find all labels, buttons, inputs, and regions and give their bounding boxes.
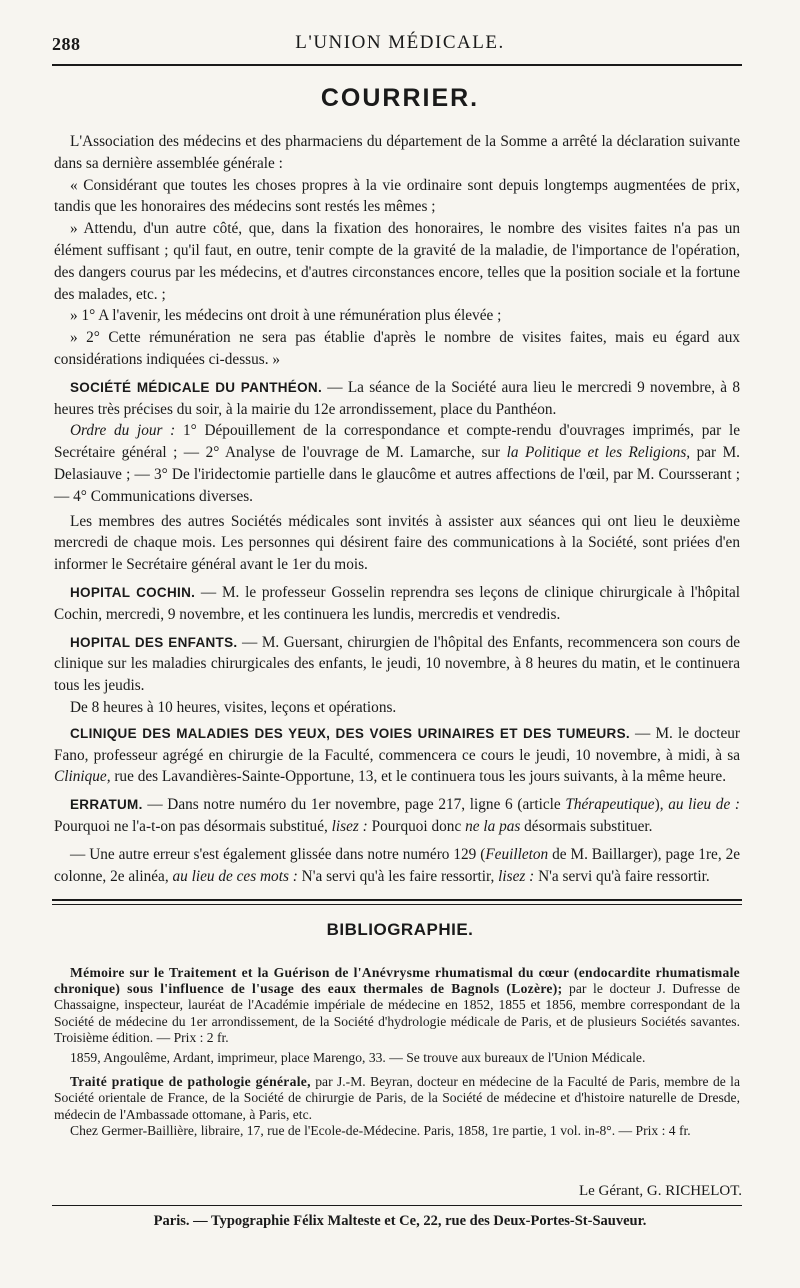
association-p2: » Attendu, d'un autre côté, que, dans la fixation des honoraires, le nombre des visites faites n'a pas un élément suffisant ; qu'il faut, en outre, tenir compte de la gravité de la maladie, de l'importance de l'opération, des dangers courus par les médecins, et d'autres circonstances encore, telles que la position sociale et la fortune des malades, etc. ; [54, 220, 740, 303]
clinique-italic: Clinique, [54, 768, 111, 786]
header-rule [52, 64, 742, 66]
association-intro: L'Association des médecins et des pharmaciens du département de la Somme a arrêté la déclaration suivante dans sa dernière assemblée générale : [54, 133, 740, 172]
clinique-text-1: — M. le docteur Fano, professeur agrégé en chirurgie de la Faculté, commencera ce cours le jeudi, 10 novembre, à midi, à sa [54, 724, 740, 764]
bib-entry-2-text: par J.-M. Beyran, docteur en médecine de la Faculté de Paris, membre de la Société orientale de France, de la Société de chirurgie de Paris, de la Société de médecine et d'histoire naturelle de Dresde, médecin de l'Ambassade ottomane, à Paris, etc. [54, 1074, 740, 1122]
erratum-article: Thérapeutique [565, 796, 655, 814]
enfants-text: — M. Guersant, chirurgien de l'hôpital des Enfants, recommencera son cours de clinique sur les maladies chirurgicales des enfants, le jeudi, 10 novembre, à 8 heures du matin, et le continuera tous les jeudis. [54, 633, 741, 695]
erratum2-feuilleton: Feuilleton [485, 845, 549, 863]
printer-line: Paris. — Typographie Félix Malteste et Ce, 22, rue des Deux-Portes-St-Sauveur. [153, 1213, 647, 1229]
bibliographie-title: BIBLIOGRAPHIE. [326, 920, 474, 939]
ordre-text-1: 1° Dépouillement de la correspondance et compte-rendu d'ouvrages imprimés, par le Secrétaire général ; — 2° Analyse de l'ouvrage de M. Lamarche, sur [54, 422, 741, 462]
erratum2-text-4: N'a servi qu'à faire ressortir. [534, 867, 710, 885]
courrier-body [54, 131, 740, 887]
ordre-label: Ordre du jour : [70, 422, 176, 440]
bib-entry-1 [54, 965, 740, 1046]
clinique-text-2: rue des Lavandières-Sainte-Opportune, 13, et le continuera tous les jours suivants, à la même heure. [110, 768, 727, 786]
enfants-heading: HOPITAL DES ENFANTS. [70, 634, 238, 650]
pantheon-heading: SOCIÉTÉ MÉDICALE DU PANTHÉON. [70, 379, 323, 395]
erratum2-text-3: N'a servi qu'à les faire ressortir, [297, 867, 499, 885]
erratum2-text-1: — Une autre erreur s'est également glissée dans notre numéro 129 ( [70, 845, 486, 863]
erratum-text-5: désormais substituer. [520, 817, 653, 835]
signature: Le Gérant, G. RICHELOT. [578, 1183, 742, 1199]
erratum-text-1: — Dans notre numéro du 1er novembre, page 217, ligne 6 (article [142, 796, 566, 814]
footer-rule [52, 1205, 742, 1206]
ordre-book-title: la Politique et les Religions, [506, 444, 691, 462]
bib-entry-1-publisher: 1859, Angoulême, Ardant, imprimeur, place Marengo, 33. — Se trouve aux bureaux de l'Union Médicale. [70, 1050, 646, 1066]
bib-entry-1-text: par le docteur J. Dufresse de Chassaigne, inspecteur, lauréat de l'Académie impériale de médecine en 1852, 1855 et 1856, membre correspondant de la Société de médecine du 1er arrondissement, de la Société d'hydrologie médicale de Paris, et de plusieurs Sociétés savantes. Troisième édition. — Prix : 2 fr. [54, 981, 741, 1045]
page-number: 288 [52, 34, 81, 54]
cochin-paragraph [54, 582, 740, 626]
erratum2-lisez: lisez : [498, 867, 535, 885]
bibliography-body [54, 965, 740, 1139]
pantheon-paragraph [54, 377, 740, 421]
courrier-title: COURRIER. [320, 84, 480, 112]
erratum-text-2: ), [654, 796, 669, 814]
association-p3: » 1° A l'avenir, les médecins ont droit à une rémunération plus élevée ; [70, 307, 502, 325]
association-p1: « Considérant que toutes les choses propres à la vie ordinaire sont depuis longtemps augmentées de prix, tandis que les honoraires des médecins sont restés les mêmes ; [54, 176, 740, 216]
erratum-text-3: Pourquoi ne l'a-t-on pas désormais substitué, [54, 817, 332, 835]
cochin-heading: HOPITAL COCHIN. [70, 584, 196, 600]
pantheon-members: Les membres des autres Sociétés médicales sont invités à assister aux séances qui ont lieu le deuxième mercredi de chaque mois. Les personnes qui désirent faire des communications à la Société, sont priées d'en informer le Secrétaire général avant le 1er du mois. [54, 512, 740, 574]
association-p4: » 2° Cette rémunération ne sera pas établie d'après le nombre de visites faites, mais eu égard aux considérations indiquées ci-dessus. » [54, 329, 740, 368]
enfants-paragraph [54, 632, 740, 697]
clinique-paragraph [54, 723, 740, 788]
page-header [0, 30, 800, 58]
bib-entry-1-title: Mémoire sur le Traitement et la Guérison de l'Anévrysme rhumatismal du cœur (endocardite rhumatismale chronique) sous l'influence de l'usage des eaux thermales de Bagnols (Lozère); [54, 965, 740, 997]
erratum2-au-lieu: au lieu de ces mots : [172, 867, 298, 885]
cochin-text: — M. le professeur Gosselin reprendra ses leçons de clinique chirurgicale à l'hôpital Cochin, mercredi, 9 novembre, et les continuera les lundis, mercredis et vendredis. [54, 583, 740, 623]
erratum2-text-2: de M. Baillarger), page 1re, 2e colonne, 2e alinéa, [54, 845, 741, 885]
enfants-schedule: De 8 heures à 10 heures, visites, leçons et opérations. [70, 698, 397, 716]
bibliography-rule-top [52, 899, 742, 901]
erratum-paragraph [54, 794, 740, 838]
clinique-heading: CLINIQUE DES MALADIES DES YEUX, DES VOIES URINAIRES ET DES TUMEURS. [70, 725, 630, 741]
erratum-text-4: Pourquoi donc [367, 817, 466, 835]
erratum-second [54, 844, 740, 888]
bibliography-rule-bottom [52, 904, 742, 905]
bib-entry-2-title: Traité pratique de pathologie générale, [70, 1074, 311, 1090]
ordre-du-jour [54, 420, 740, 507]
bib-entry-2-publisher: Chez Germer-Baillière, libraire, 17, rue de l'Ecole-de-Médecine. Paris, 1858, 1re partie, 1 vol. in-8°. — Prix : 4 fr. [70, 1122, 691, 1138]
erratum-au-lieu: au lieu de : [668, 796, 740, 814]
erratum-heading: ERRATUM. [70, 797, 143, 813]
erratum-lisez: lisez : [331, 817, 368, 835]
bib-entry-2 [54, 1074, 740, 1123]
running-title: L'UNION MÉDICALE. [295, 32, 505, 53]
pantheon-text: — La séance de la Société aura lieu le mercredi 9 novembre, à 8 heures très précises du soir, à la mairie du 12e arrondissement, place du Panthéon. [54, 378, 740, 418]
ordre-text-2: par M. Delasiauve ; — 3° De l'iridectomie partielle dans le glaucôme et autres affections de l'œil, par M. Coursserant ; — 4° Communications diverses. [54, 444, 741, 505]
erratum-ne-la-pas: ne la pas [465, 817, 521, 835]
